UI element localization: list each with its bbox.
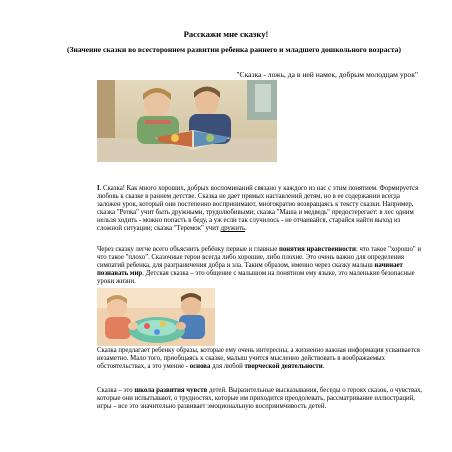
- paragraph-3-bold-2: творческой деятельности: [244, 362, 323, 370]
- paragraph-4-text-2: детей. Выразительные высказывания, беседы о героях сказок, о чувствах, которые они испытывают, о трудностях, которые им приходится преодолевать, рассматривание иллюстраций, игры – все это значительно развивает эмоциональную восприимчивость детей.: [97, 386, 423, 410]
- paragraph-2-text-1: Через сказку легче всего объяснить ребёнку первые и главные: [97, 245, 279, 253]
- paragraph-2-bold-2: начинает познавать мир: [97, 261, 403, 278]
- photo-children-reading-illustration: [97, 80, 277, 162]
- photo-children-reading-book: [97, 80, 277, 162]
- paragraph-4-bold-1: школа развития чувств: [134, 386, 208, 394]
- document-title: Расскажи мне сказку!: [183, 29, 269, 39]
- paragraph-1-end: .: [245, 225, 247, 233]
- paragraph-2-text-3: . Детская сказка – это общение с малышом на понятном ему языке, это маленькие безопасные уроки жизни.: [97, 270, 415, 286]
- paragraph-3-text-3: .: [322, 362, 325, 370]
- paragraph-2-bold-1: понятия нравственности: [278, 245, 356, 253]
- paragraph-1-marker: I: [97, 184, 100, 192]
- paragraph-2: [97, 246, 425, 286]
- paragraph-3-bold-1: основа: [189, 362, 211, 370]
- document-subtitle: (Значение сказки во всестороннем развитии ребенка раннего и младшего дошкольного возраста): [66, 45, 402, 54]
- paragraph-1-underlined: дружить: [220, 225, 246, 233]
- photo-children-playing-illustration: [97, 288, 215, 346]
- paragraph-3-text-2: для любой: [210, 362, 245, 370]
- paragraph-4: [97, 387, 427, 411]
- epigraph: "Сказка - ложь, да в ней намек, добрым молодцам урок": [236, 70, 418, 79]
- paragraph-3: [97, 347, 427, 371]
- photo-children-playing: [97, 288, 215, 346]
- paragraph-1: [97, 185, 425, 234]
- paragraph-3-text-1: Сказка предлагает ребенку образы, которые ему очень интересны, а жизненно важная информация усваивается незаметно. Мало того, приобщаясь к сказке, малыш учится мысленно действовать в воображаемых обстоятельствах, а это умение -: [97, 346, 420, 370]
- paragraph-2-text-2: : что такое "хорошо" и что такое "плохо". Сказочные герои всегда либо хорошие, либо плохие. Это очень важно для определения симпатий ребенка, для разграничения добра и зла. Таким образом, именно через сказку малыш: [97, 245, 421, 269]
- paragraph-1-text: . Сказка! Как много хороших, добрых воспоминаний связано у каждого из нас с этим понятием. Формируется любовь к сказке в раннем детстве. Сказка не дает прямых наставлений детям, но в ее содержании всегда заложен урок, который они постепенно воспринимают, многократно возвращаясь к тексту сказки. Например, сказка "Репка" учит быть дружными, трудолюбивыми; сказка "Маша и медведь" предостерегает: в лес одним нельзя ходить - можно попасть в беду, а уж если так случилось - не отчаивайся, старайся найти выход из сложной ситуации; сказка "Теремок" учит: [97, 184, 419, 233]
- paragraph-4-text-1: Сказка – это: [97, 386, 135, 394]
